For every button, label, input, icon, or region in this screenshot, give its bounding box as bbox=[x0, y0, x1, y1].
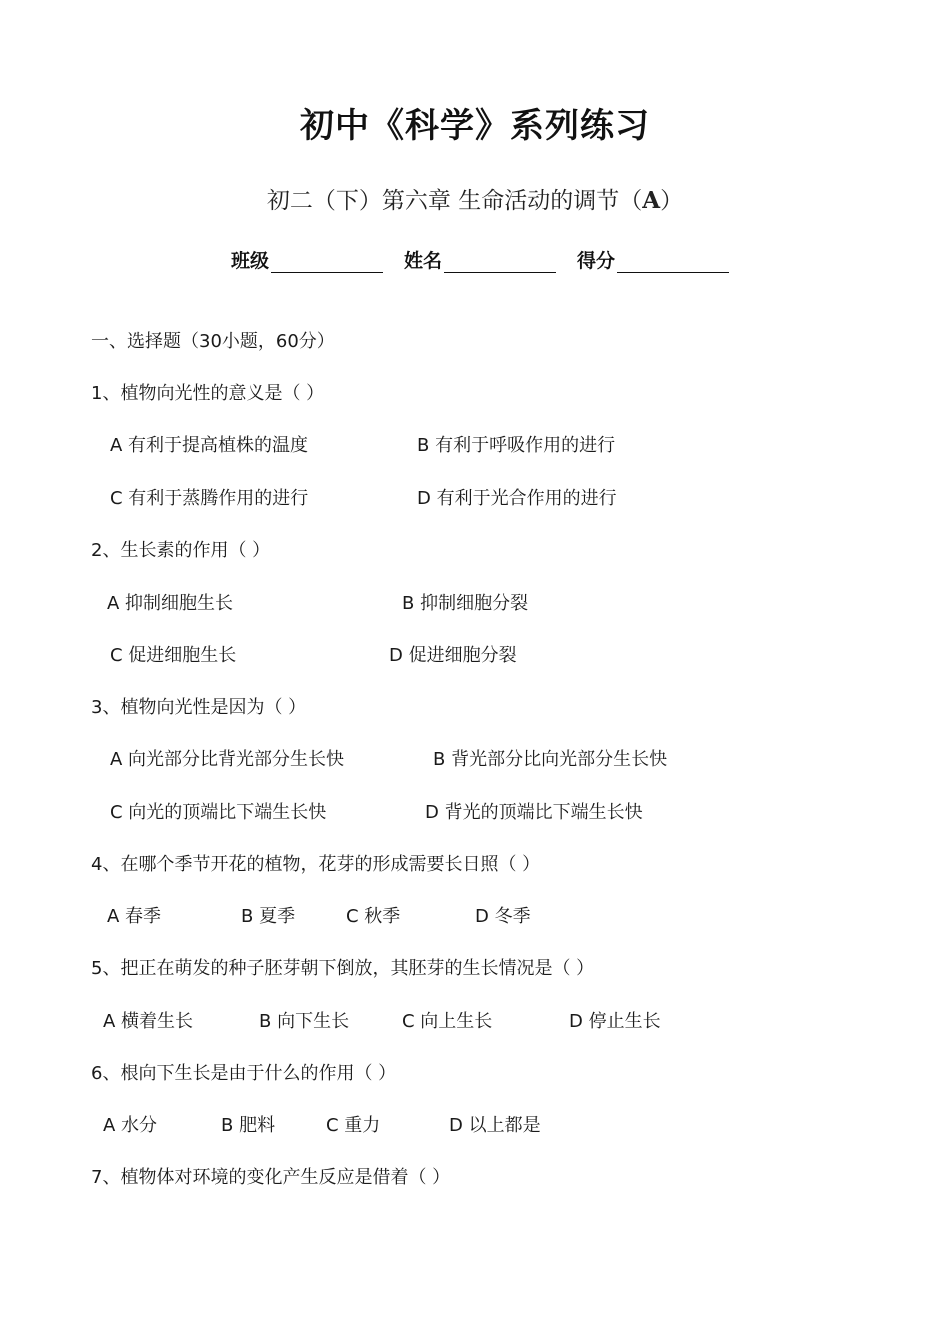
class-label: 班级 bbox=[231, 250, 270, 272]
subtitle-version: A bbox=[642, 187, 661, 214]
subtitle-close: ） bbox=[660, 188, 684, 214]
option-a[interactable]: A 抑制细胞生长 bbox=[107, 593, 234, 614]
question-stem: 3、植物向光性是因为（ ） bbox=[91, 697, 307, 718]
score-field bbox=[577, 246, 729, 273]
option-a[interactable]: A 有利于提高植株的温度 bbox=[110, 435, 309, 456]
section-heading: 一、选择题（30小题，60分） bbox=[91, 331, 335, 352]
subtitle-text: 初二（下）第六章 生命活动的调节（ bbox=[266, 188, 643, 214]
question-stem: 5、把正在萌发的种子胚芽朝下倒放，其胚芽的生长情况是（ ） bbox=[91, 958, 595, 979]
option-b[interactable]: B 向下生长 bbox=[259, 1011, 350, 1032]
option-a[interactable]: A 春季 bbox=[107, 906, 162, 927]
option-d[interactable]: D 以上都是 bbox=[449, 1115, 541, 1136]
option-c[interactable]: C 促进细胞生长 bbox=[110, 645, 237, 666]
class-field bbox=[231, 246, 383, 273]
name-label: 姓名 bbox=[404, 250, 443, 272]
option-b[interactable]: B 背光部分比向光部分生长快 bbox=[433, 749, 668, 770]
option-b[interactable]: B 肥料 bbox=[221, 1115, 276, 1136]
option-c[interactable]: C 向光的顶端比下端生长快 bbox=[110, 802, 327, 823]
option-d[interactable]: D 有利于光合作用的进行 bbox=[417, 488, 617, 509]
score-blank[interactable] bbox=[617, 252, 729, 273]
option-b[interactable]: B 夏季 bbox=[241, 906, 296, 927]
option-d[interactable]: D 停止生长 bbox=[569, 1011, 661, 1032]
option-a[interactable]: A 向光部分比背光部分生长快 bbox=[110, 749, 345, 770]
option-b[interactable]: B 有利于呼吸作用的进行 bbox=[417, 435, 616, 456]
option-c[interactable]: C 向上生长 bbox=[402, 1011, 493, 1032]
score-label: 得分 bbox=[577, 250, 616, 272]
question-stem: 7、植物体对环境的变化产生反应是借着（ ） bbox=[91, 1167, 451, 1188]
option-a[interactable]: A 横着生长 bbox=[103, 1011, 194, 1032]
option-b[interactable]: B 抑制细胞分裂 bbox=[402, 593, 529, 614]
option-a[interactable]: A 水分 bbox=[103, 1115, 158, 1136]
name-blank[interactable] bbox=[444, 252, 556, 273]
question-stem: 1、植物向光性的意义是（ ） bbox=[91, 383, 325, 404]
question-stem: 6、根向下生长是由于什么的作用（ ） bbox=[91, 1063, 397, 1084]
option-c[interactable]: C 有利于蒸腾作用的进行 bbox=[110, 488, 309, 509]
option-d[interactable]: D 背光的顶端比下端生长快 bbox=[425, 802, 643, 823]
name-field bbox=[404, 246, 556, 273]
question-stem: 4、在哪个季节开花的植物，花芽的形成需要长日照（ ） bbox=[91, 854, 541, 875]
option-d[interactable]: D 促进细胞分裂 bbox=[389, 645, 517, 666]
class-blank[interactable] bbox=[271, 252, 383, 273]
option-c[interactable]: C 重力 bbox=[326, 1115, 381, 1136]
question-stem: 2、生长素的作用（ ） bbox=[91, 540, 271, 561]
page-title: 初中《科学》系列练习 bbox=[300, 106, 650, 146]
option-d[interactable]: D 冬季 bbox=[475, 906, 531, 927]
page-subtitle bbox=[0, 182, 950, 215]
option-c[interactable]: C 秋季 bbox=[346, 906, 401, 927]
